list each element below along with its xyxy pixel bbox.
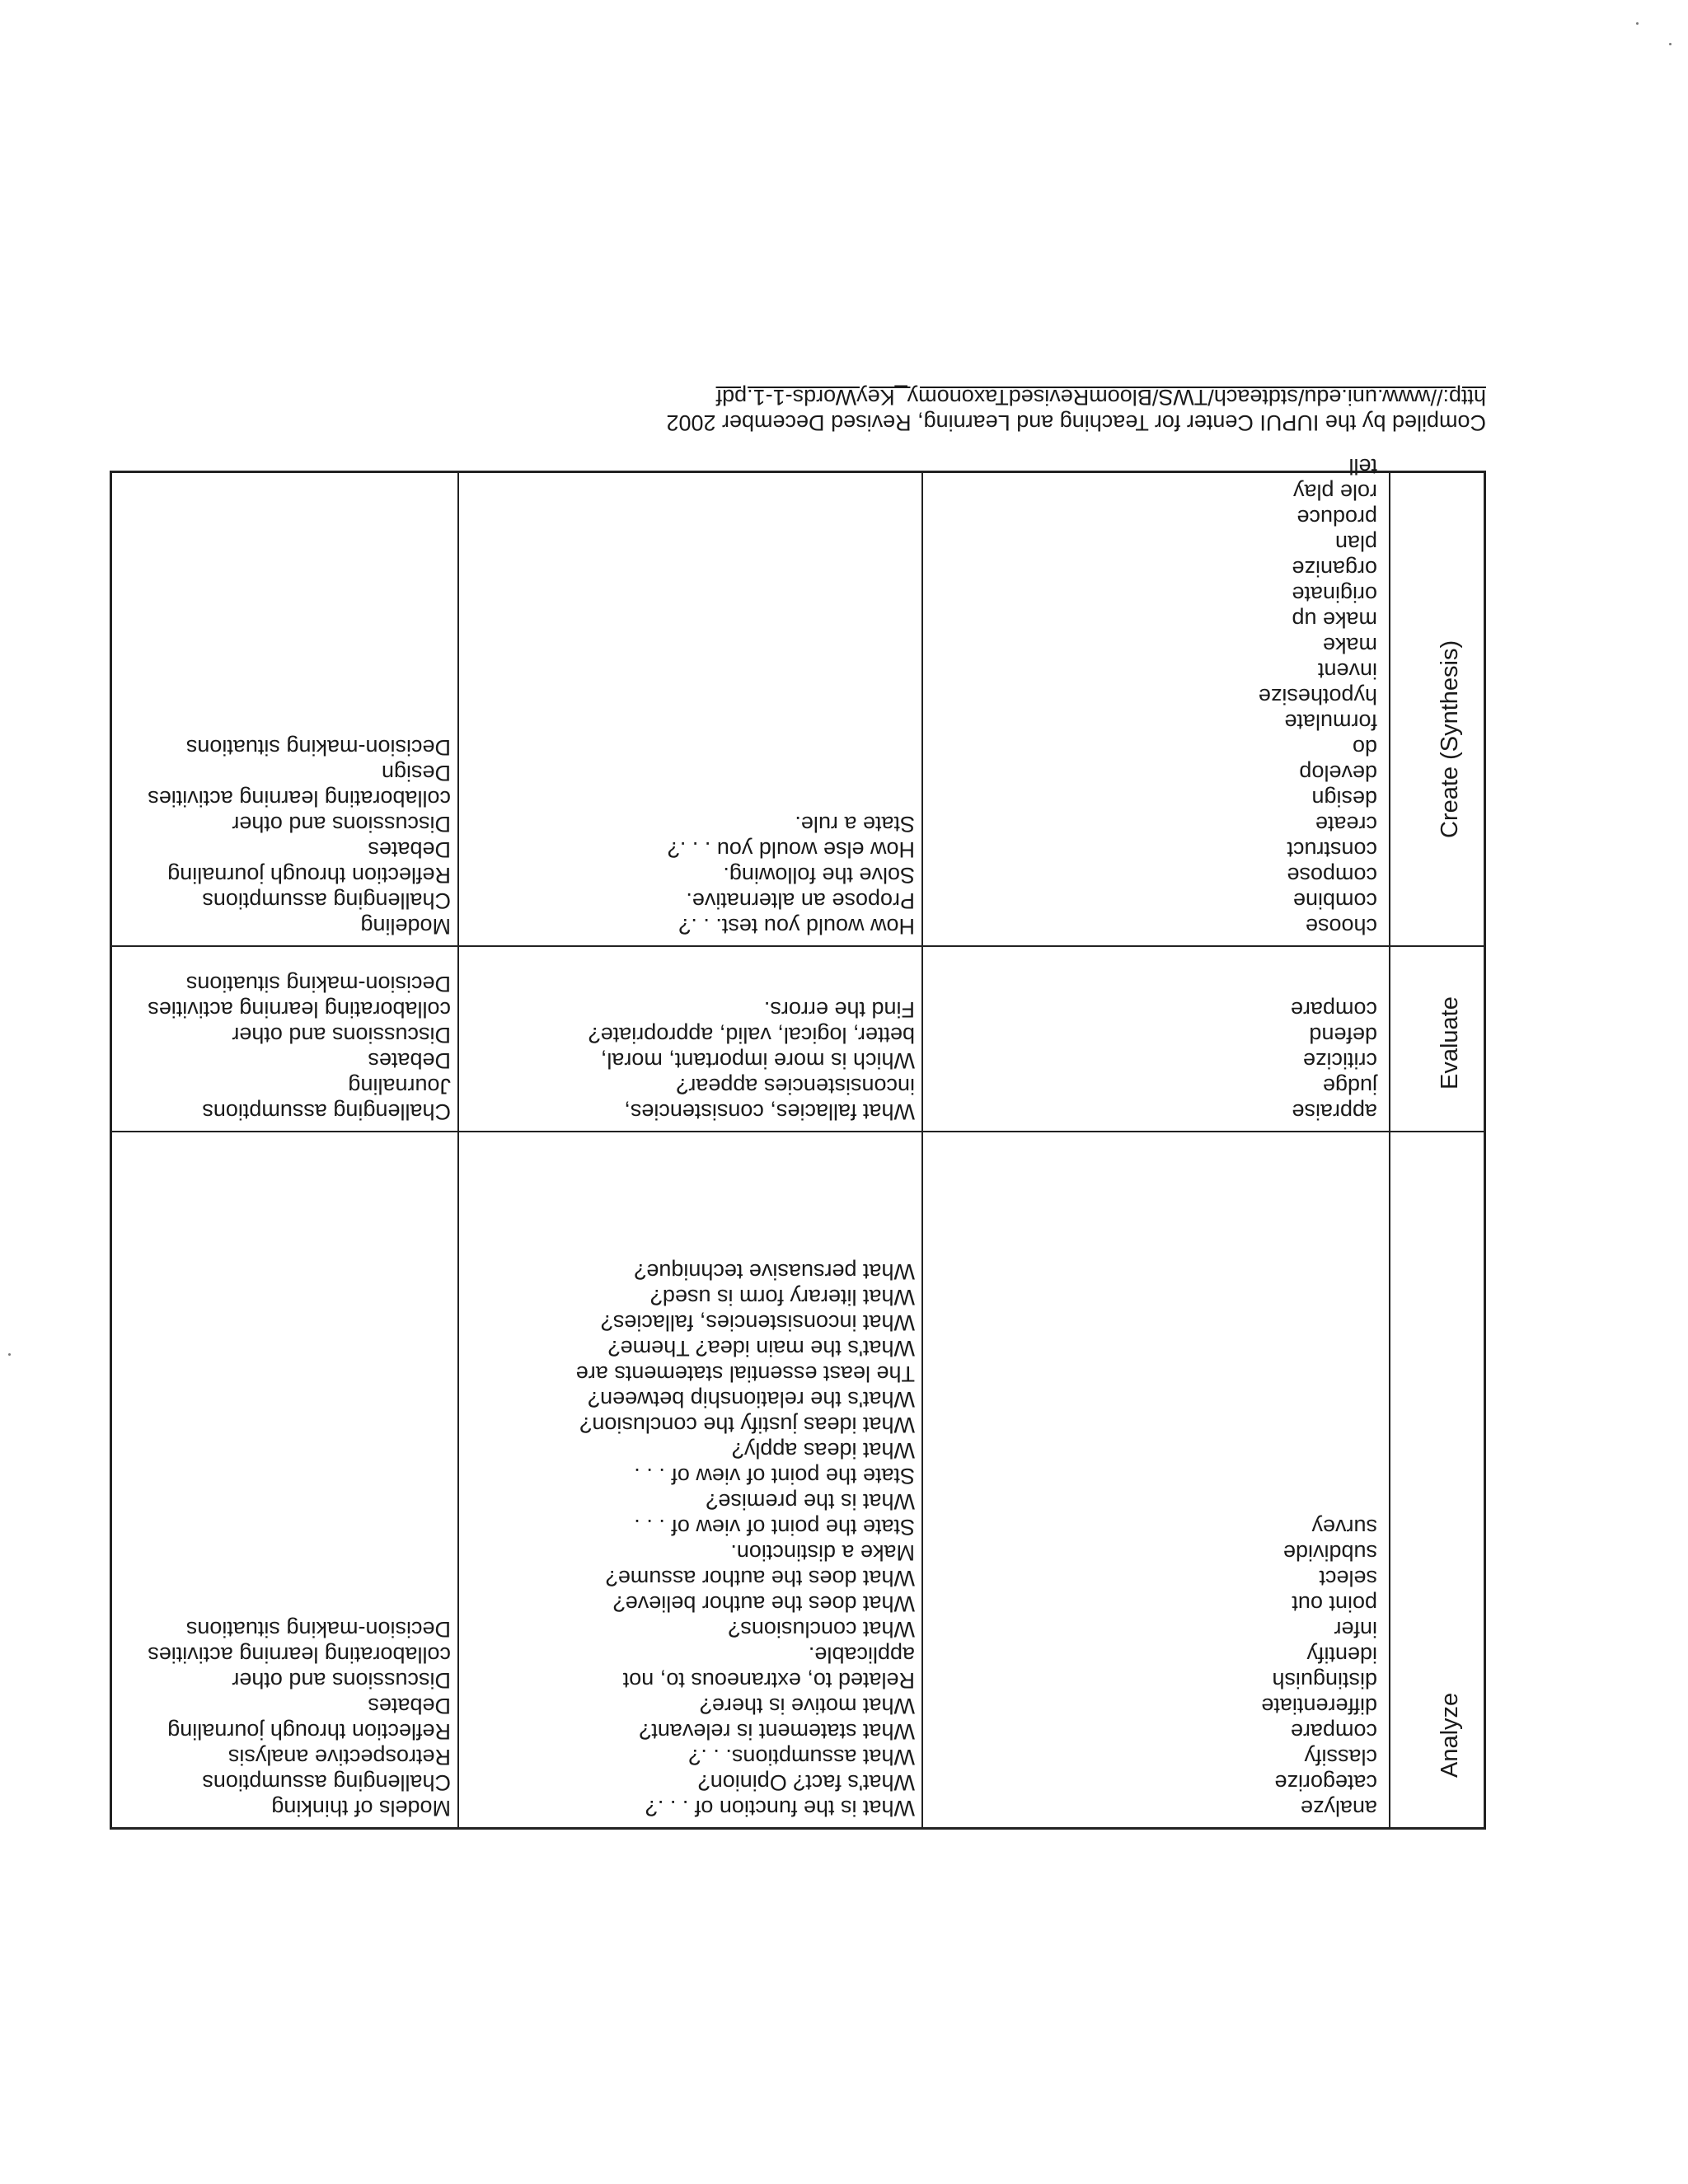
- cell-line: What's the main idea? Theme?: [607, 1336, 915, 1361]
- cell-line: hypothesize: [1258, 684, 1377, 709]
- cell-line: What persuasive technique?: [634, 1259, 915, 1284]
- cell-line: Journaling: [348, 1074, 451, 1099]
- cell-line: What conclusions?: [728, 1617, 915, 1642]
- cell-line: Solve the following.: [723, 863, 915, 888]
- cell-line: applicable.: [808, 1643, 915, 1667]
- cell-line: Discussions and other: [232, 1668, 451, 1693]
- questions-cell: [457, 1132, 921, 1827]
- cell-line: State a rule.: [795, 812, 915, 837]
- cell-line: subdivide: [1282, 1540, 1377, 1565]
- cell-line: What statement is relevant?: [639, 1719, 915, 1744]
- cell-line: make up: [1292, 607, 1377, 632]
- cell-line: Debates: [368, 1048, 451, 1073]
- cell-line: Decision-making situations: [185, 735, 451, 760]
- cell-line: What fallacies, consistencies,: [624, 1099, 915, 1124]
- cell-line: How would you test. . .?: [678, 914, 915, 939]
- credit-line: Compiled by the IUPUI Center for Teaching and Learning, Revised December 2002: [666, 410, 1486, 435]
- cell-line: tell: [1348, 454, 1377, 479]
- cell-line: compare: [1290, 1719, 1377, 1744]
- cell-line: Reflection through journaling: [167, 863, 451, 888]
- level-label: Create (Synthesis): [1437, 640, 1463, 838]
- cell-line: compose: [1287, 863, 1377, 888]
- cell-line: develop: [1299, 761, 1377, 785]
- cell-line: Which is more important, moral,: [600, 1048, 915, 1073]
- source-url: http://www.uni.edu/stdteach/TWS/BloomRevisedTaxonomy_KeyWords-1-1.pdf: [715, 385, 1486, 410]
- cell-line: Make a distinction.: [730, 1540, 915, 1565]
- cell-line: Design: [381, 761, 451, 785]
- verbs-cell: [921, 947, 1389, 1131]
- cell-line: role play: [1292, 480, 1377, 504]
- cell-line: formulate: [1284, 710, 1377, 734]
- verbs-cell: [921, 1132, 1389, 1827]
- cell-line: How else would you . . .?: [667, 837, 915, 862]
- cell-line: plan: [1334, 531, 1377, 555]
- cell-line: What assumptions. . .?: [688, 1745, 915, 1769]
- cell-line: choose: [1305, 914, 1377, 939]
- cell-line: judge: [1322, 1074, 1377, 1099]
- cell-line: infer: [1334, 1617, 1377, 1642]
- cell-line: What is the premise?: [706, 1489, 915, 1514]
- cell-line: produce: [1296, 505, 1377, 530]
- level-cell: [1389, 473, 1484, 945]
- cell-line: State the point of view of . . .: [634, 1515, 915, 1540]
- cell-line: What motive is there?: [699, 1694, 915, 1718]
- cell-line: Modeling: [360, 914, 451, 939]
- cell-line: make: [1322, 633, 1377, 658]
- cell-line: identify: [1306, 1643, 1377, 1667]
- cell-line: organize: [1292, 556, 1377, 581]
- table-row-create: [112, 473, 1484, 945]
- cell-line: Discussions and other: [232, 1023, 451, 1047]
- cell-line: What literary form is used?: [649, 1285, 915, 1310]
- cell-line: What does the author believe?: [612, 1591, 915, 1616]
- cell-line: inconsistencies appear?: [676, 1074, 915, 1099]
- cell-line: Reflection through journaling: [167, 1719, 451, 1744]
- level-label: Evaluate: [1437, 996, 1463, 1090]
- table-row-evaluate: [112, 945, 1484, 1131]
- cell-line: collaborating learning activities: [148, 1643, 451, 1667]
- cell-line: distinguish: [1272, 1668, 1377, 1693]
- cell-line: combine: [1292, 888, 1377, 913]
- activities-cell: [112, 1132, 457, 1827]
- table-row-analyze: [112, 1131, 1484, 1827]
- cell-line: do: [1352, 735, 1377, 760]
- questions-cell: [457, 473, 921, 945]
- cell-line: Discussions and other: [232, 812, 451, 837]
- cell-line: create: [1315, 812, 1377, 837]
- cell-line: What's the relationship between?: [588, 1387, 915, 1412]
- level-label: Analyze: [1437, 1692, 1463, 1778]
- cell-line: What does the author assume?: [605, 1566, 915, 1591]
- cell-line: State the point of view of . . .: [634, 1464, 915, 1488]
- cell-line: Related to, extraneous to, not: [622, 1668, 915, 1693]
- cell-line: criticize: [1302, 1048, 1377, 1073]
- cell-line: survey: [1311, 1515, 1377, 1540]
- cell-line: Challenging assumptions: [202, 1099, 451, 1124]
- cell-line: differentiate: [1261, 1694, 1377, 1718]
- level-cell: [1389, 947, 1484, 1131]
- cell-line: Decision-making situations: [185, 1617, 451, 1642]
- cell-line: Propose an alternative.: [686, 888, 915, 913]
- cell-line: What ideas justify the conclusion?: [579, 1413, 915, 1437]
- cell-line: point out: [1292, 1591, 1377, 1616]
- cell-line: Debates: [368, 1694, 451, 1718]
- activities-cell: [112, 473, 457, 945]
- activities-cell: [112, 947, 457, 1131]
- cell-line: What's fact? Opinion?: [697, 1770, 915, 1795]
- cell-line: categorize: [1274, 1770, 1377, 1795]
- cell-line: What is the function of . . .?: [645, 1796, 915, 1821]
- cell-line: Challenging assumptions: [202, 888, 451, 913]
- cell-line: Find the errors.: [763, 997, 915, 1022]
- questions-cell: [457, 947, 921, 1131]
- cell-line: originate: [1292, 582, 1377, 607]
- cell-line: collaborating learning activities: [148, 786, 451, 811]
- cell-line: Models of thinking: [271, 1796, 451, 1821]
- cell-line: appraise: [1292, 1099, 1377, 1124]
- scan-speck: [8, 1353, 11, 1356]
- cell-line: collaborating learning activities: [148, 997, 451, 1022]
- scan-speck: [1636, 22, 1639, 25]
- cell-line: select: [1319, 1566, 1377, 1591]
- cell-line: compare: [1290, 997, 1377, 1022]
- cell-line: construct: [1287, 837, 1377, 862]
- cell-line: Retrospective analysis: [227, 1745, 451, 1769]
- bloom-keywords-table: [110, 454, 1486, 1830]
- cell-line: Challenging assumptions: [202, 1770, 451, 1795]
- scan-speck: [1669, 43, 1672, 45]
- cell-line: What inconsistencies, fallacies?: [600, 1310, 915, 1335]
- cell-line: What ideas apply?: [731, 1438, 915, 1463]
- cell-line: design: [1311, 786, 1377, 811]
- cell-line: better, logical, valid, appropriate?: [588, 1023, 915, 1047]
- verbs-cell: [921, 454, 1389, 945]
- cell-line: defend: [1309, 1023, 1377, 1047]
- cell-line: invent: [1317, 658, 1377, 683]
- cell-line: Debates: [368, 837, 451, 862]
- cell-line: analyze: [1300, 1796, 1377, 1821]
- cell-line: Decision-making situations: [185, 972, 451, 996]
- level-cell: [1389, 1132, 1484, 1827]
- cell-line: The least essential statements are: [575, 1361, 915, 1386]
- cell-line: classify: [1304, 1745, 1377, 1769]
